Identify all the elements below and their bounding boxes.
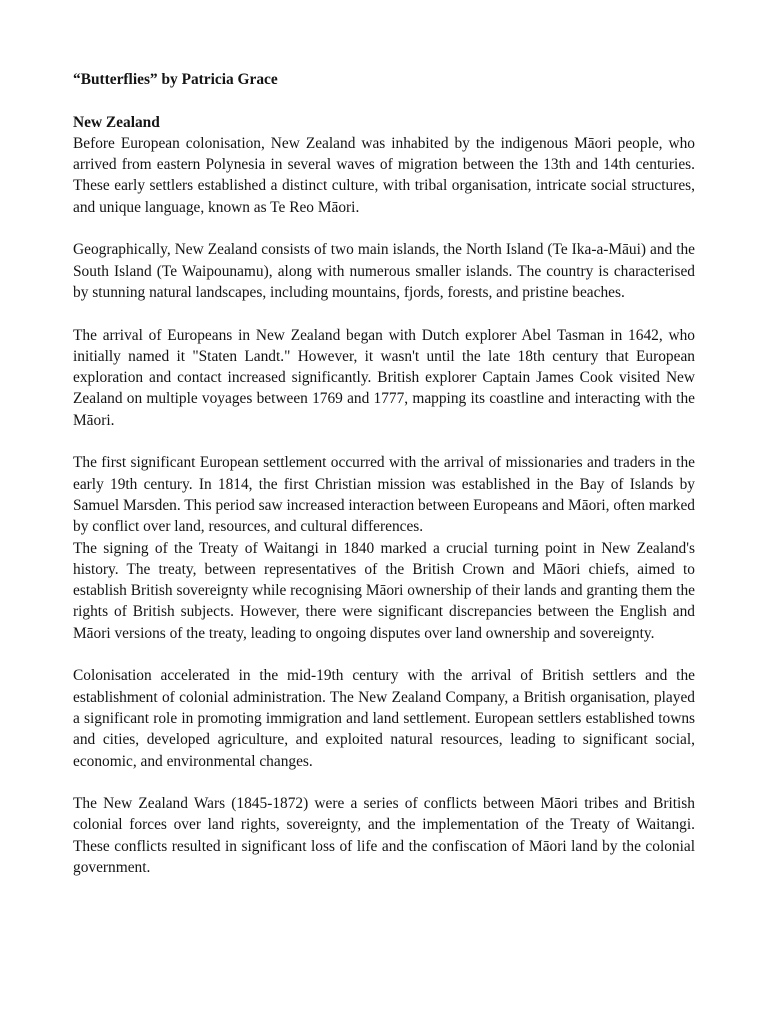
paragraph-new-zealand-wars: The New Zealand Wars (1845-1872) were a series of conflicts between Māori tribes and British colonial forces over land rights, sovereignty, and the implementation of the Treaty of Waitangi. These conflicts resulted in significant loss of life and the confiscation of Māori land by the colonial government. (73, 795, 695, 876)
document-page (73, 69, 695, 878)
paragraph-colonisation: Colonisation accelerated in the mid-19th century with the arrival of British settlers and the establishment of colonial administration. The New Zealand Company, a British organisation, played a significant role in promoting immigration and land settlement. European settlers established towns and cities, developed agriculture, and exploited natural resources, leading to significant social, economic, and environmental changes. (73, 667, 695, 770)
paragraph-precolonial: Before European colonisation, New Zealand was inhabited by the indigenous Māori people, who arrived from eastern Polynesia in several waves of migration between the 13th and 14th centuries. These early settlers established a distinct culture, with tribal organisation, intricate social structures, and unique language, known as Te Reo Māori. (73, 134, 695, 216)
paragraph-first-settlement: The first significant European settlement occurred with the arrival of missionaries and traders in the early 19th century. In 1814, the first Christian mission was established in the Bay of Islands by Samuel Marsden. This period saw increased interaction between Europeans and Māori, often marked by conflict over land, resources, and cultural differences. (73, 454, 695, 536)
section-heading: New Zealand (73, 113, 160, 131)
paragraph-european-arrival: The arrival of Europeans in New Zealand began with Dutch explorer Abel Tasman in 1642, who initially named it "Staten Landt." However, it wasn't until the late 18th century that European exploration and contact increased significantly. British explorer Captain James Cook visited New Zealand on multiple voyages between 1769 and 1777, mapping its coastline and interacting with the Māori. (73, 326, 695, 429)
paragraph-geography: Geographically, New Zealand consists of two main islands, the North Island (Te Ika-a-Māui) and the South Island (Te Waipounamu), along with numerous smaller islands. The country is characterised by stunning natural landscapes, including mountains, fjords, forests, and pristine beaches. (73, 241, 695, 301)
paragraph-treaty-of-waitangi: The signing of the Treaty of Waitangi in 1840 marked a crucial turning point in New Zealand's history. The treaty, between representatives of the British Crown and Māori chiefs, aimed to establish British sovereignty while recognising Māori ownership of their lands and granting them the rights of British subjects. However, there were significant discrepancies between the English and Māori versions of the treaty, leading to ongoing disputes over land ownership and sovereignty. (73, 539, 695, 642)
document-title: “Butterflies” by Patricia Grace (73, 71, 278, 88)
